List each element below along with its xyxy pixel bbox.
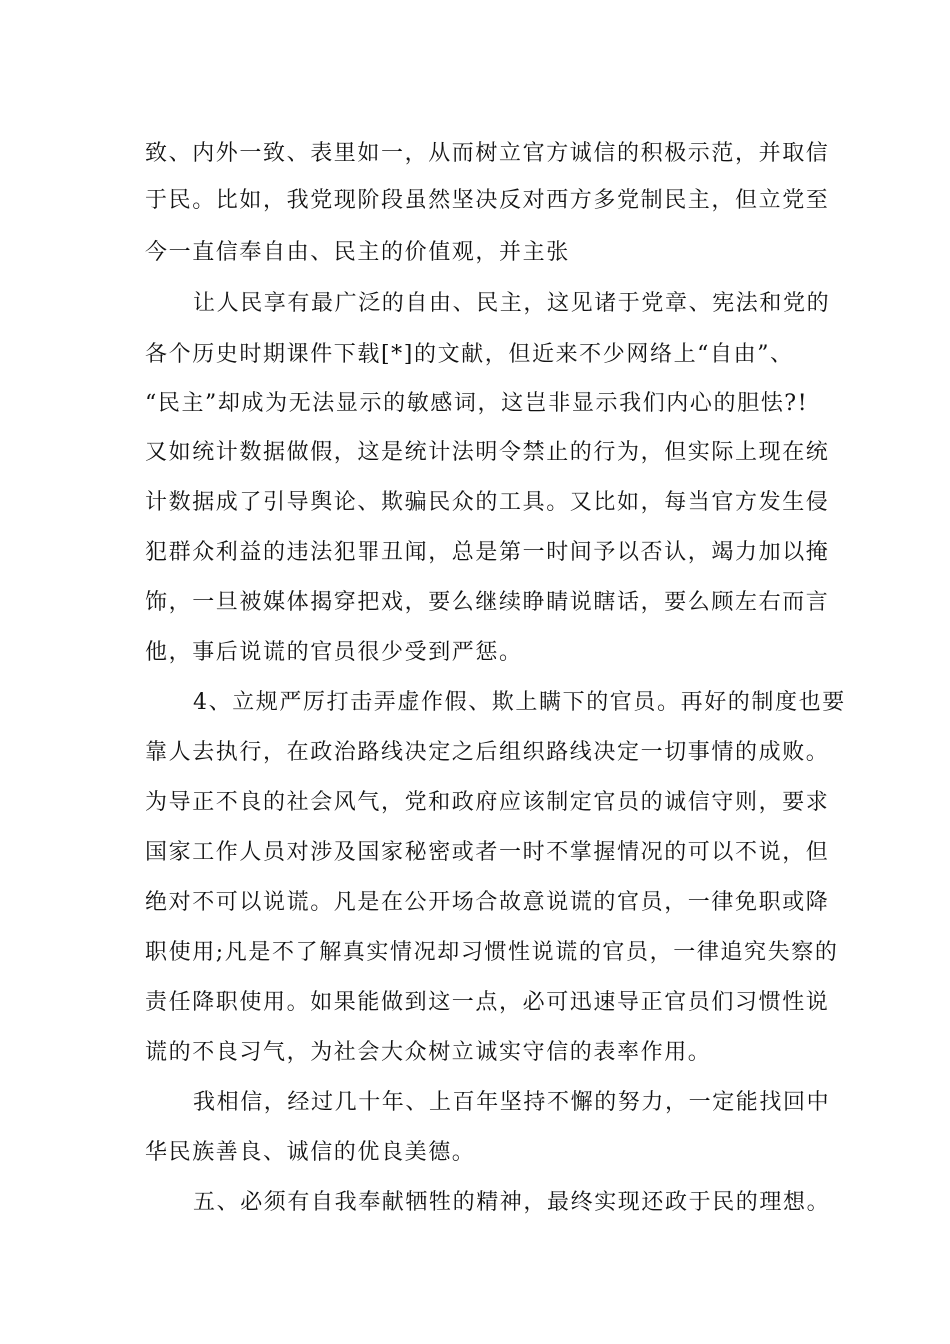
paragraph-first-line: 4、立规严厉打击弄虚作假、欺上瞒下的官员。再好的制度也要: [193, 690, 846, 715]
text-line: 责任降职使用。如果能做到这一点，必可迅速导正官员们习惯性说: [145, 990, 830, 1015]
text-line: 职使用;凡是不了解真实情况却习惯性说谎的官员，一律追究失察的: [145, 940, 839, 965]
text-line: 各个历史时期课件下载[*]的文献，但近来不少网络上“自由”、: [145, 342, 794, 367]
paragraph-first-line: 我相信，经过几十年、上百年坚持不懈的努力，一定能找回中: [193, 1090, 831, 1115]
text-line: 国家工作人员对涉及国家秘密或者一时不掌握情况的可以不说，但: [145, 840, 830, 865]
paragraph-first-line: 让人民享有最广泛的自由、民主，这见诸于党章、宪法和党的: [193, 291, 831, 316]
text-line: “民主”却成为无法显示的敏感词，这岂非显示我们内心的胆怯?!: [145, 391, 809, 416]
text-line: 华民族善良、诚信的优良美德。: [145, 1140, 476, 1165]
text-line: 计数据成了引导舆论、欺骗民众的工具。又比如，每当官方发生侵: [145, 490, 830, 515]
text-line: 靠人去执行，在政治路线决定之后组织路线决定一切事情的成败。: [145, 740, 830, 765]
text-line: 为导正不良的社会风气，党和政府应该制定官员的诚信守则，要求: [145, 790, 830, 815]
text-line: 饰，一旦被媒体揭穿把戏，要么继续睁睛说瞎话，要么顾左右而言: [145, 590, 830, 615]
text-line: 绝对不可以说谎。凡是在公开场合故意说谎的官员，一律免职或降: [145, 890, 830, 915]
text-line: 又如统计数据做假，这是统计法明令禁止的行为，但实际上现在统: [145, 440, 830, 465]
text-line: 今一直信奉自由、民主的价值观，并主张: [145, 240, 570, 265]
text-line: 于民。比如，我党现阶段虽然坚决反对西方多党制民主，但立党至: [145, 188, 830, 213]
text-line: 他，事后说谎的官员很少受到严惩。: [145, 640, 523, 665]
section-heading: 五、必须有自我奉献牺牲的精神，最终实现还政于民的理想。: [193, 1190, 831, 1215]
text-line: 致、内外一致、表里如一，从而树立官方诚信的积极示范，并取信: [145, 141, 830, 166]
text-line: 犯群众利益的违法犯罪丑闻，总是第一时间予以否认，竭力加以掩: [145, 540, 830, 565]
text-line: 谎的不良习气，为社会大众树立诚实守信的表率作用。: [145, 1040, 712, 1065]
